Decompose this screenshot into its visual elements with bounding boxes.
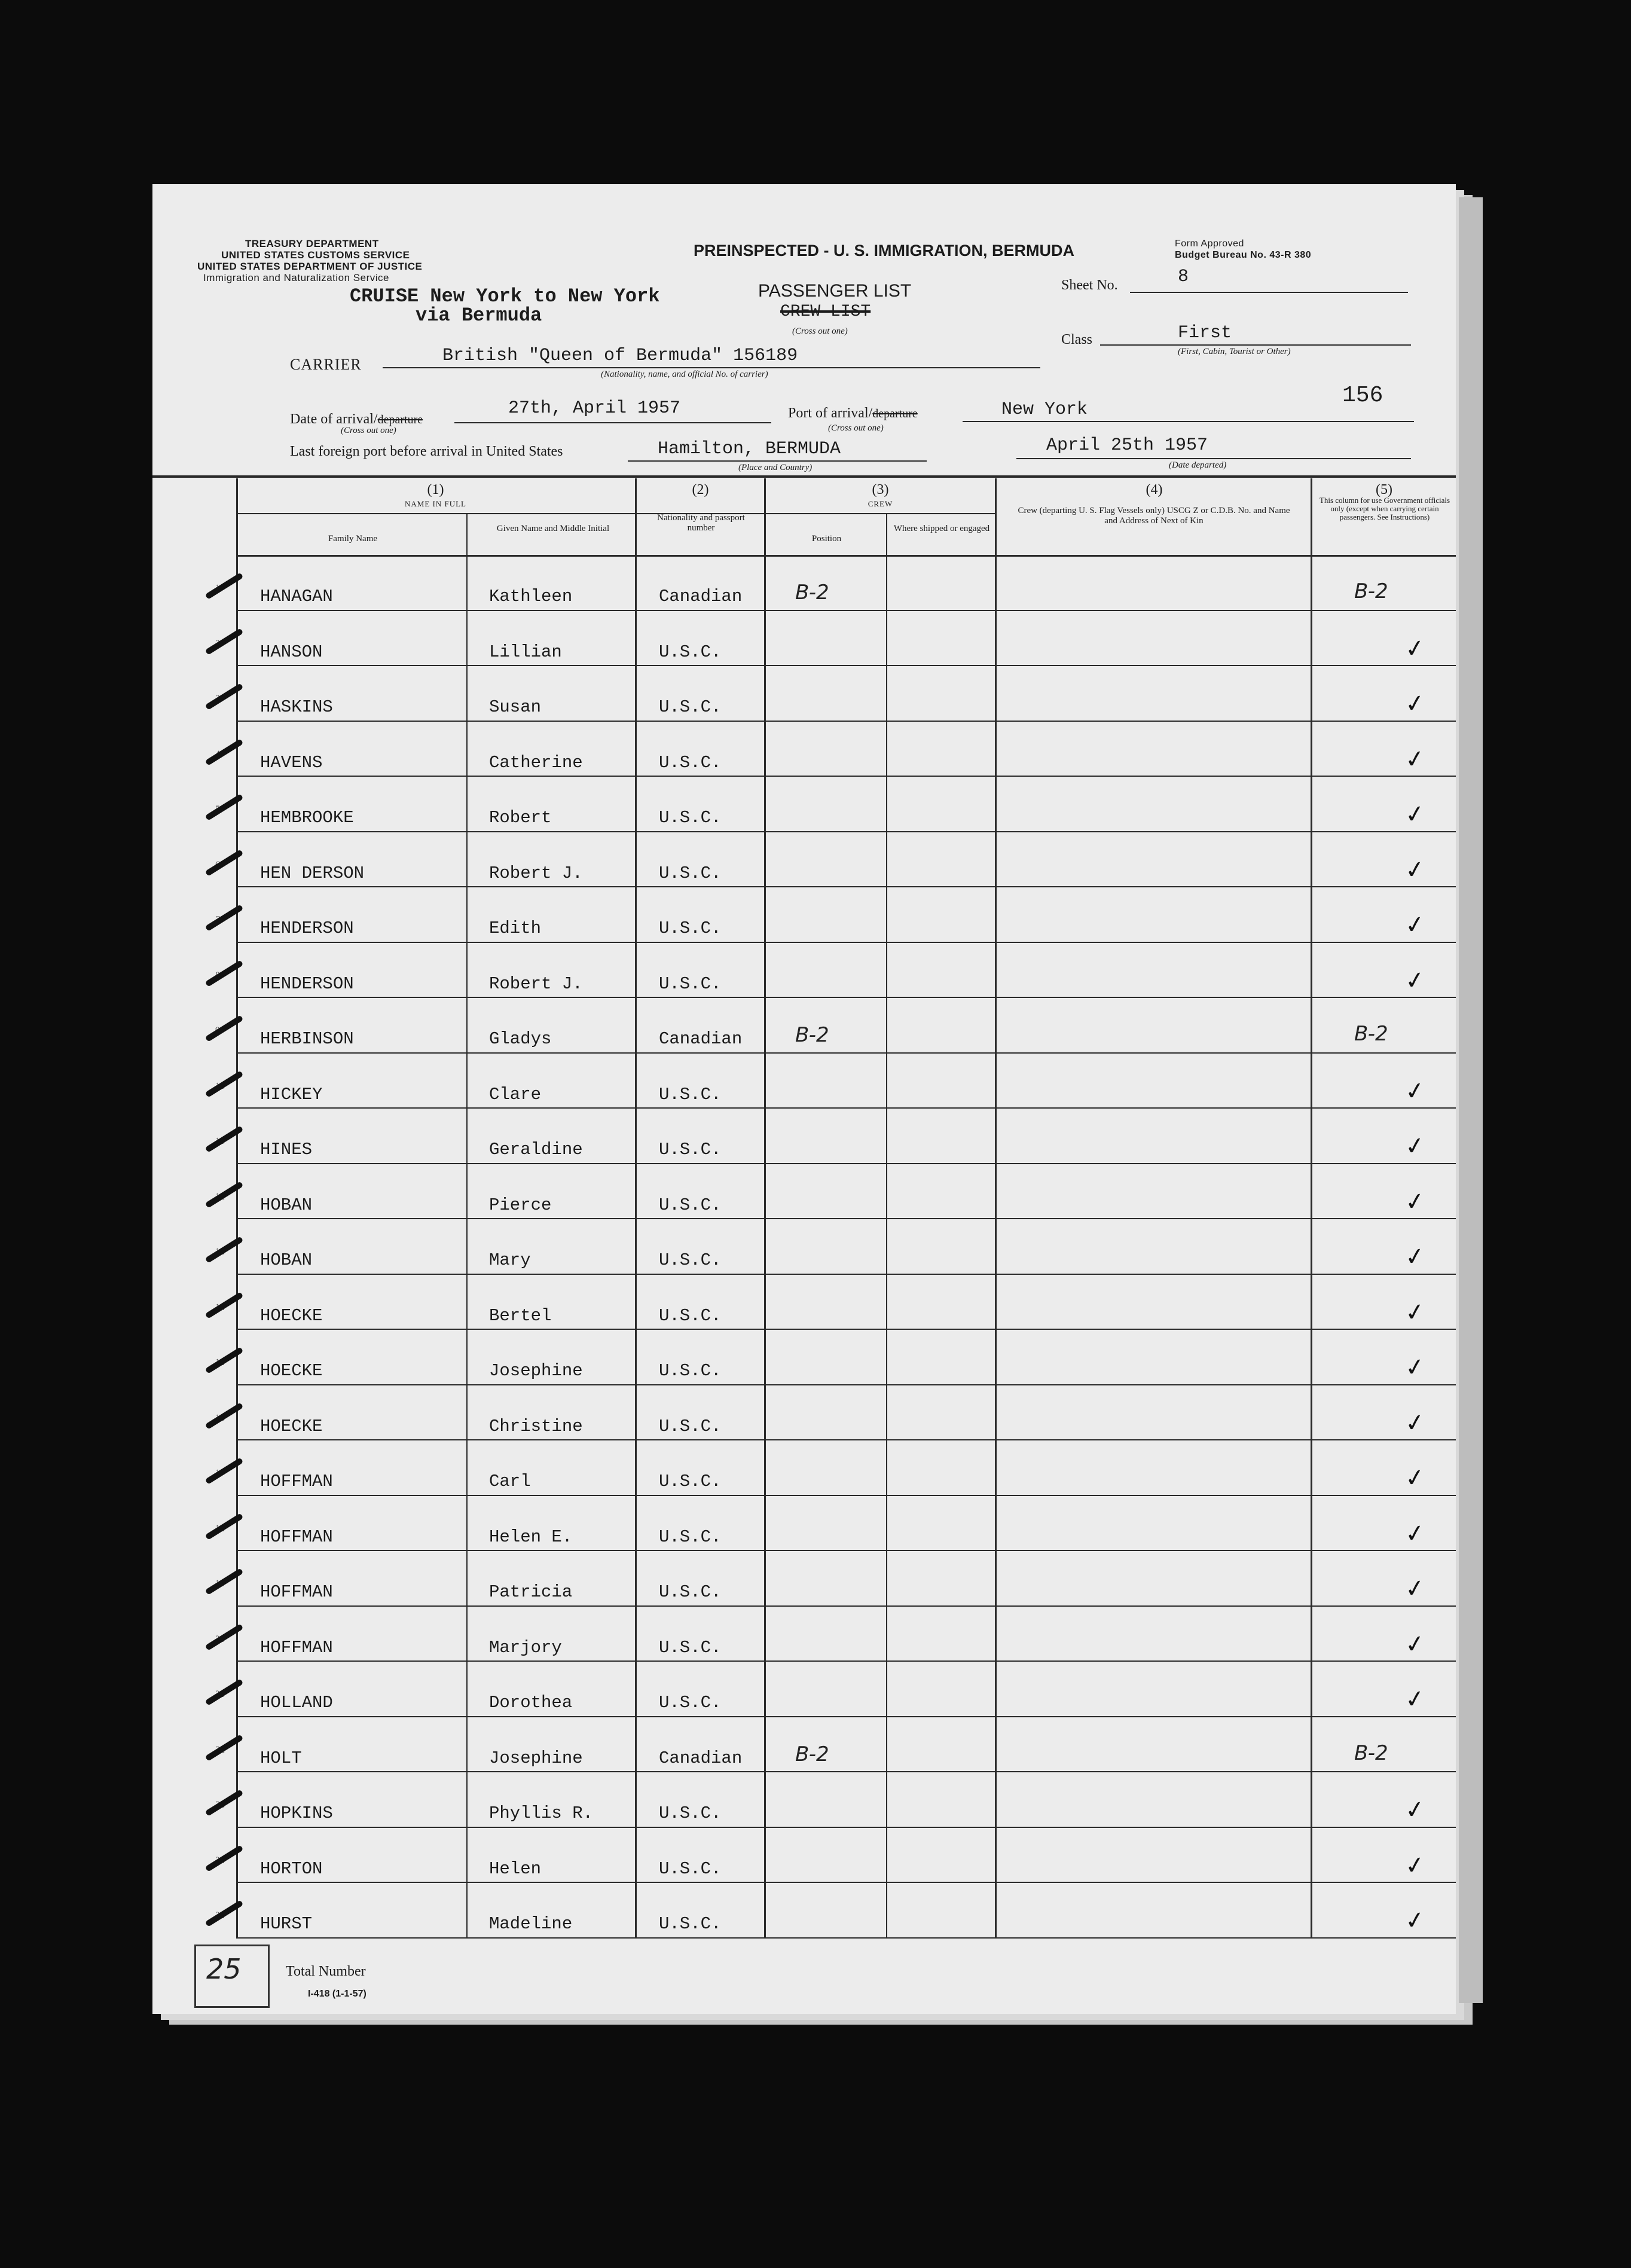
form-approved-block (1175, 238, 1311, 261)
given-name: Christine (489, 1416, 583, 1436)
nationality: Canadian (659, 587, 743, 606)
family-name: HOLLAND (260, 1693, 333, 1713)
family-name: HOFFMAN (260, 1582, 333, 1602)
row-rule (236, 942, 1456, 943)
official-mark: ✓ (1403, 1408, 1427, 1438)
family-name: HEMBROOKE (260, 808, 354, 828)
given-name: Josephine (489, 1361, 583, 1381)
col2-title: Nationality and passport number (657, 513, 745, 533)
cruise-line-2: via Bermuda (416, 304, 542, 326)
arrival-cross-caption: (Cross out one) (341, 426, 396, 435)
dept-line-2: UNITED STATES CUSTOMS SERVICE (221, 249, 410, 261)
family-name: HENDERSON (260, 918, 354, 938)
sheet-underline (1130, 292, 1408, 293)
nationality: U.S.C. (659, 1858, 722, 1879)
last-port-underline (628, 460, 927, 462)
official-mark: B-2 (1354, 1022, 1388, 1046)
dept-line-3: UNITED STATES DEPARTMENT OF JUSTICE (197, 261, 423, 272)
official-mark: ✓ (1403, 1352, 1427, 1383)
nationality: U.S.C. (659, 1914, 722, 1934)
class-caption: (First, Cabin, Tourist or Other) (1178, 347, 1291, 356)
last-port-caption: (Place and Country) (738, 463, 813, 472)
class-label: Class (1061, 332, 1093, 347)
col3b-where-shipped: Where shipped or engaged (893, 524, 990, 533)
given-name: Kathleen (489, 587, 573, 606)
given-name: Carl (489, 1472, 531, 1491)
col-rule-4-5 (1311, 478, 1312, 1937)
official-mark: B-2 (1354, 1741, 1388, 1765)
col4-title: Crew (departing U. S. Flag Vessels only) USCG Z or C.D.B. No. and Name and Address of Next of Kin (1018, 506, 1290, 526)
family-name: HOFFMAN (260, 1472, 333, 1491)
row-rule (236, 1439, 1456, 1440)
given-name: Gladys (489, 1029, 552, 1049)
col1a-family-name: Family Name (328, 534, 378, 544)
port-cross-caption: (Cross out one) (828, 423, 884, 433)
given-name: Catherine (489, 752, 583, 773)
table-top-rule (152, 475, 1456, 478)
family-name: HOPKINS (260, 1803, 333, 1823)
official-mark: ✓ (1403, 1131, 1427, 1162)
family-name: HOLT (260, 1748, 302, 1768)
nationality: U.S.C. (659, 1140, 722, 1159)
official-mark: ✓ (1403, 1684, 1427, 1715)
row-rule (236, 1163, 1456, 1164)
family-name: HANAGAN (260, 587, 333, 606)
row-rule (236, 1495, 1456, 1496)
nationality: U.S.C. (659, 1472, 722, 1491)
family-name: HASKINS (260, 697, 333, 717)
nationality: U.S.C. (659, 1361, 722, 1381)
row-rule (236, 1329, 1456, 1330)
given-name: Phyllis R. (489, 1803, 594, 1823)
given-name: Helen E. (489, 1527, 573, 1547)
col1b-given-name: Given Name and Middle Initial (496, 524, 610, 533)
nationality: Canadian (659, 1029, 743, 1049)
subheader-rule (236, 513, 995, 514)
official-mark: ✓ (1403, 744, 1427, 774)
row-rule (236, 721, 1456, 722)
family-name: HANSON (260, 642, 323, 662)
col3a-position: Position (811, 534, 842, 544)
official-mark: ✓ (1403, 1076, 1427, 1106)
nationality: U.S.C. (659, 863, 722, 883)
crew-list-crossed: CREW LIST (780, 303, 871, 321)
nationality: U.S.C. (659, 808, 722, 828)
nationality: U.S.C. (659, 973, 722, 994)
nationality: U.S.C. (659, 697, 722, 717)
nationality: U.S.C. (659, 1693, 722, 1713)
port-label-text: Port of arrival/ (788, 405, 873, 421)
col1-title: NAME IN FULL (405, 499, 466, 508)
official-mark: ✓ (1403, 1794, 1427, 1826)
header-bottom-rule (236, 555, 1456, 557)
official-mark: ✓ (1403, 1186, 1427, 1217)
arrival-date: 27th, April 1957 (508, 398, 681, 419)
nationality: U.S.C. (659, 1195, 722, 1215)
given-name: Patricia (489, 1582, 573, 1602)
crew-position: B-2 (795, 1742, 829, 1766)
nationality: U.S.C. (659, 1803, 722, 1823)
official-mark: ✓ (1403, 1241, 1427, 1272)
col2-number: (2) (692, 482, 709, 497)
port-crossed: departure (872, 407, 918, 420)
official-mark: ✓ (1403, 633, 1427, 664)
nationality: U.S.C. (659, 1637, 722, 1657)
crew-position: B-2 (795, 1023, 829, 1047)
official-mark: ✓ (1403, 1629, 1427, 1659)
col5-title: This column for use Government officials only (except when carrying certain passengers. See Instructions) (1319, 496, 1450, 521)
dept-line-1: TREASURY DEPARTMENT (245, 238, 379, 249)
given-name: Edith (489, 918, 542, 938)
nationality: U.S.C. (659, 642, 722, 662)
nationality: U.S.C. (659, 1084, 722, 1104)
row-rule (236, 1274, 1456, 1275)
row-rule (236, 1771, 1456, 1772)
family-name: HERBINSON (260, 1029, 354, 1049)
col1-number: (1) (427, 482, 444, 497)
carrier-label: CARRIER (290, 356, 362, 373)
given-name: Robert J. (489, 973, 583, 994)
official-mark: ✓ (1403, 1850, 1427, 1881)
crew-position: B-2 (795, 581, 829, 605)
official-mark: ✓ (1403, 1297, 1427, 1327)
col4-number: (4) (1146, 482, 1163, 497)
family-name: HOECKE (260, 1361, 323, 1381)
col3-number: (3) (872, 482, 889, 497)
official-mark: ✓ (1403, 1573, 1427, 1604)
form-approved: Form Approved (1175, 239, 1244, 249)
nationality: U.S.C. (659, 1582, 722, 1602)
port-underline (963, 421, 1414, 422)
family-name: HENDERSON (260, 973, 354, 994)
row-rule (236, 776, 1456, 777)
family-name: HOECKE (260, 1305, 323, 1326)
official-mark: ✓ (1403, 799, 1427, 830)
given-name: Lillian (489, 642, 562, 662)
carrier-value: British "Queen of Bermuda" 156189 (442, 346, 798, 366)
family-name: HOFFMAN (260, 1527, 333, 1547)
row-rule (236, 997, 1456, 998)
nationality: U.S.C. (659, 1527, 722, 1547)
row-rule (236, 610, 1456, 611)
family-name: HINES (260, 1140, 313, 1159)
row-rule (236, 1716, 1456, 1717)
total-value: 25 (206, 1953, 242, 1985)
official-mark: ✓ (1403, 854, 1427, 885)
row-rule (236, 1605, 1456, 1607)
official-mark: ✓ (1403, 688, 1427, 719)
nationality: U.S.C. (659, 1416, 722, 1436)
given-name: Robert J. (489, 863, 583, 883)
given-name: Pierce (489, 1195, 552, 1215)
port-label (788, 405, 918, 422)
col-rule-2-3 (764, 478, 766, 1937)
family-name: HOBAN (260, 1250, 313, 1270)
official-mark: ✓ (1403, 909, 1427, 941)
nationality: U.S.C. (659, 918, 722, 938)
class-value: First (1178, 323, 1232, 343)
nationality: Canadian (659, 1748, 743, 1768)
page-edge (1459, 197, 1483, 2003)
col-rule-1-2 (635, 478, 637, 1937)
page-number: 156 (1342, 383, 1383, 408)
row-rule (236, 1384, 1456, 1385)
row-rule (236, 1218, 1456, 1219)
last-port-label: Last foreign port before arrival in United States (290, 444, 563, 459)
nationality: U.S.C. (659, 1250, 722, 1270)
given-name: Robert (489, 808, 552, 828)
family-name: HOECKE (260, 1416, 323, 1436)
form-number: I-418 (1-1-57) (308, 1989, 366, 1999)
col-rule-1a-1b (466, 513, 468, 1937)
family-name: HICKEY (260, 1084, 323, 1104)
total-label: Total Number (286, 1964, 366, 1979)
date-departed-value: April 25th 1957 (1046, 435, 1208, 456)
row-rule (236, 1827, 1456, 1828)
date-departed-caption: (Date departed) (1169, 460, 1227, 470)
family-name: HORTON (260, 1858, 323, 1879)
row-rule (236, 1052, 1456, 1054)
last-port-value: Hamilton, BERMUDA (658, 439, 841, 459)
cruise-line-1: CRUISE New York to New York (350, 285, 660, 307)
arrival-label (290, 411, 423, 428)
given-name: Bertel (489, 1305, 552, 1326)
cruise-route (350, 287, 659, 325)
given-name: Mary (489, 1250, 531, 1270)
family-name: HURST (260, 1914, 313, 1934)
row-rule (236, 1107, 1456, 1109)
row-rule (236, 1660, 1456, 1662)
row-rule (236, 665, 1456, 666)
list-title: PASSENGER LIST (758, 281, 912, 301)
row-rule (236, 1882, 1456, 1883)
given-name: Clare (489, 1084, 542, 1104)
official-mark: ✓ (1403, 1905, 1427, 1936)
given-name: Josephine (489, 1748, 583, 1768)
preinspected-stamp: PREINSPECTED - U. S. IMMIGRATION, BERMUDA (694, 242, 1075, 260)
given-name: Marjory (489, 1637, 562, 1657)
col3-title: CREW (868, 499, 893, 508)
arrival-underline (454, 422, 771, 423)
department-block (197, 238, 422, 283)
port-value: New York (1001, 399, 1088, 420)
row-rule (236, 886, 1456, 887)
nationality: U.S.C. (659, 752, 722, 773)
family-name: HAVENS (260, 752, 323, 773)
given-name: Susan (489, 697, 542, 717)
family-name: HOBAN (260, 1195, 313, 1215)
col-rule-3-4 (995, 478, 997, 1937)
arrival-crossed: departure (377, 413, 423, 426)
col-rule-left (236, 478, 238, 1937)
budget-bureau-number: Budget Bureau No. 43-R 380 (1175, 250, 1312, 260)
row-rule (236, 1937, 1456, 1939)
official-mark: ✓ (1403, 965, 1427, 996)
family-name: HEN DERSON (260, 863, 365, 883)
sheet-value: 8 (1178, 267, 1189, 287)
nationality: U.S.C. (659, 1305, 722, 1326)
dept-line-4: Immigration and Naturalization Service (203, 272, 389, 283)
class-underline (1100, 344, 1411, 346)
official-mark: ✓ (1403, 1463, 1427, 1494)
cross-out-one-caption: (Cross out one) (792, 326, 848, 336)
date-departed-underline (1016, 458, 1411, 459)
arrival-label-text: Date of arrival/ (290, 411, 378, 427)
given-name: Madeline (489, 1914, 573, 1934)
row-rule (236, 831, 1456, 832)
given-name: Geraldine (489, 1140, 583, 1159)
col-rule-3a-3b (886, 513, 887, 1937)
given-name: Dorothea (489, 1693, 573, 1713)
official-mark: ✓ (1403, 1518, 1427, 1549)
row-rule (236, 1550, 1456, 1551)
given-name: Helen (489, 1858, 542, 1879)
col5-number: (5) (1376, 482, 1392, 497)
family-name: HOFFMAN (260, 1637, 333, 1657)
carrier-underline (383, 367, 1040, 368)
carrier-caption: (Nationality, name, and official No. of carrier) (601, 370, 768, 379)
official-mark: B-2 (1354, 579, 1388, 603)
sheet-label: Sheet No. (1061, 277, 1118, 293)
